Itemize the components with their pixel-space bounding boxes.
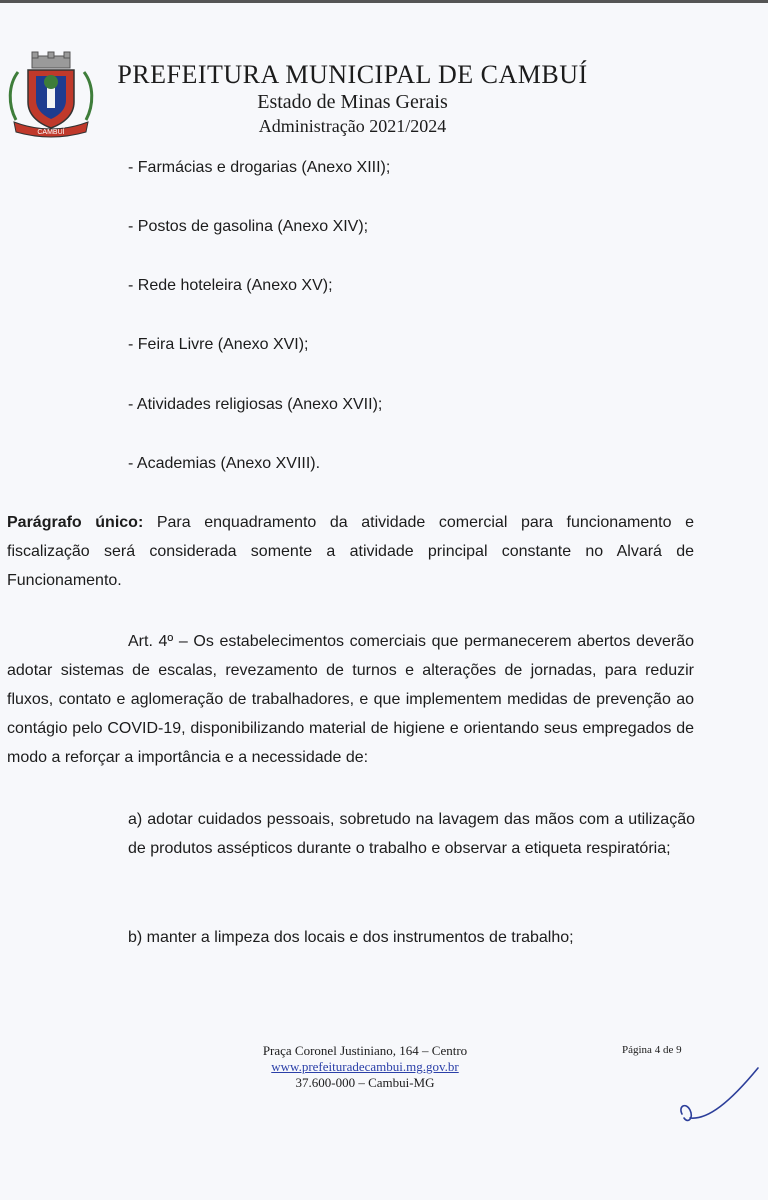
paragrafo-unico-label: Parágrafo único: xyxy=(7,514,144,531)
list-item: - Academias (Anexo XVIII). xyxy=(128,455,321,472)
letterhead xyxy=(80,60,625,138)
list-item: - Feira Livre (Anexo XVI); xyxy=(128,336,309,353)
signature-mark-icon xyxy=(668,1062,763,1132)
scan-edge xyxy=(0,0,768,3)
list-item: - Atividades religiosas (Anexo XVII); xyxy=(128,396,383,413)
paragrafo-unico-text: Para enquadramento da atividade comercial para funcionamento e fiscalização será considerada somente a atividade principal constante no Alvará de Funcionamento. xyxy=(7,514,694,589)
footer-website-link[interactable]: www.prefeituradecambui.mg.gov.br xyxy=(271,1059,459,1074)
footer xyxy=(170,1043,560,1091)
item-a: a) adotar cuidados pessoais, sobretudo na lavagem das mãos com a utilização de produtos assépticos durante o trabalho e observar a etiqueta respiratória; xyxy=(128,811,695,857)
administration-period: Administração 2021/2024 xyxy=(258,116,447,136)
page-number: Página 4 de 9 xyxy=(622,1044,682,1056)
list-item: - Rede hoteleira (Anexo XV); xyxy=(128,277,333,294)
list-item: - Farmácias e drogarias (Anexo XIII); xyxy=(128,159,391,176)
article-4 xyxy=(7,627,694,772)
list-item: - Postos de gasolina (Anexo XIV); xyxy=(128,218,369,235)
footer-cep: 37.600-000 – Cambui-MG xyxy=(295,1075,435,1090)
state-subtitle: Estado de Minas Gerais xyxy=(257,91,448,113)
crest-ribbon-text: CAMBUÍ xyxy=(37,129,65,136)
article-4-text: Art. 4º – Os estabelecimentos comerciais que permanecerem abertos deverão adotar sistemas de escalas, revezamento de turnos e alterações de jornadas, para reduzir fluxos, contato e aglomeração de trabalhadores, e que implementem medidas de prevenção ao contágio pelo COVID-19, disponibilizando material de higiene e orientando seus empregados de modo a reforçar a importância e a necessidade de: xyxy=(7,633,694,766)
item-b: b) manter a limpeza dos locais e dos instrumentos de trabalho; xyxy=(128,929,574,946)
municipality-title: PREFEITURA MUNICIPAL DE CAMBUÍ xyxy=(117,60,588,89)
footer-address: Praça Coronel Justiniano, 164 – Centro xyxy=(262,1043,468,1058)
paragrafo-unico xyxy=(7,508,694,595)
